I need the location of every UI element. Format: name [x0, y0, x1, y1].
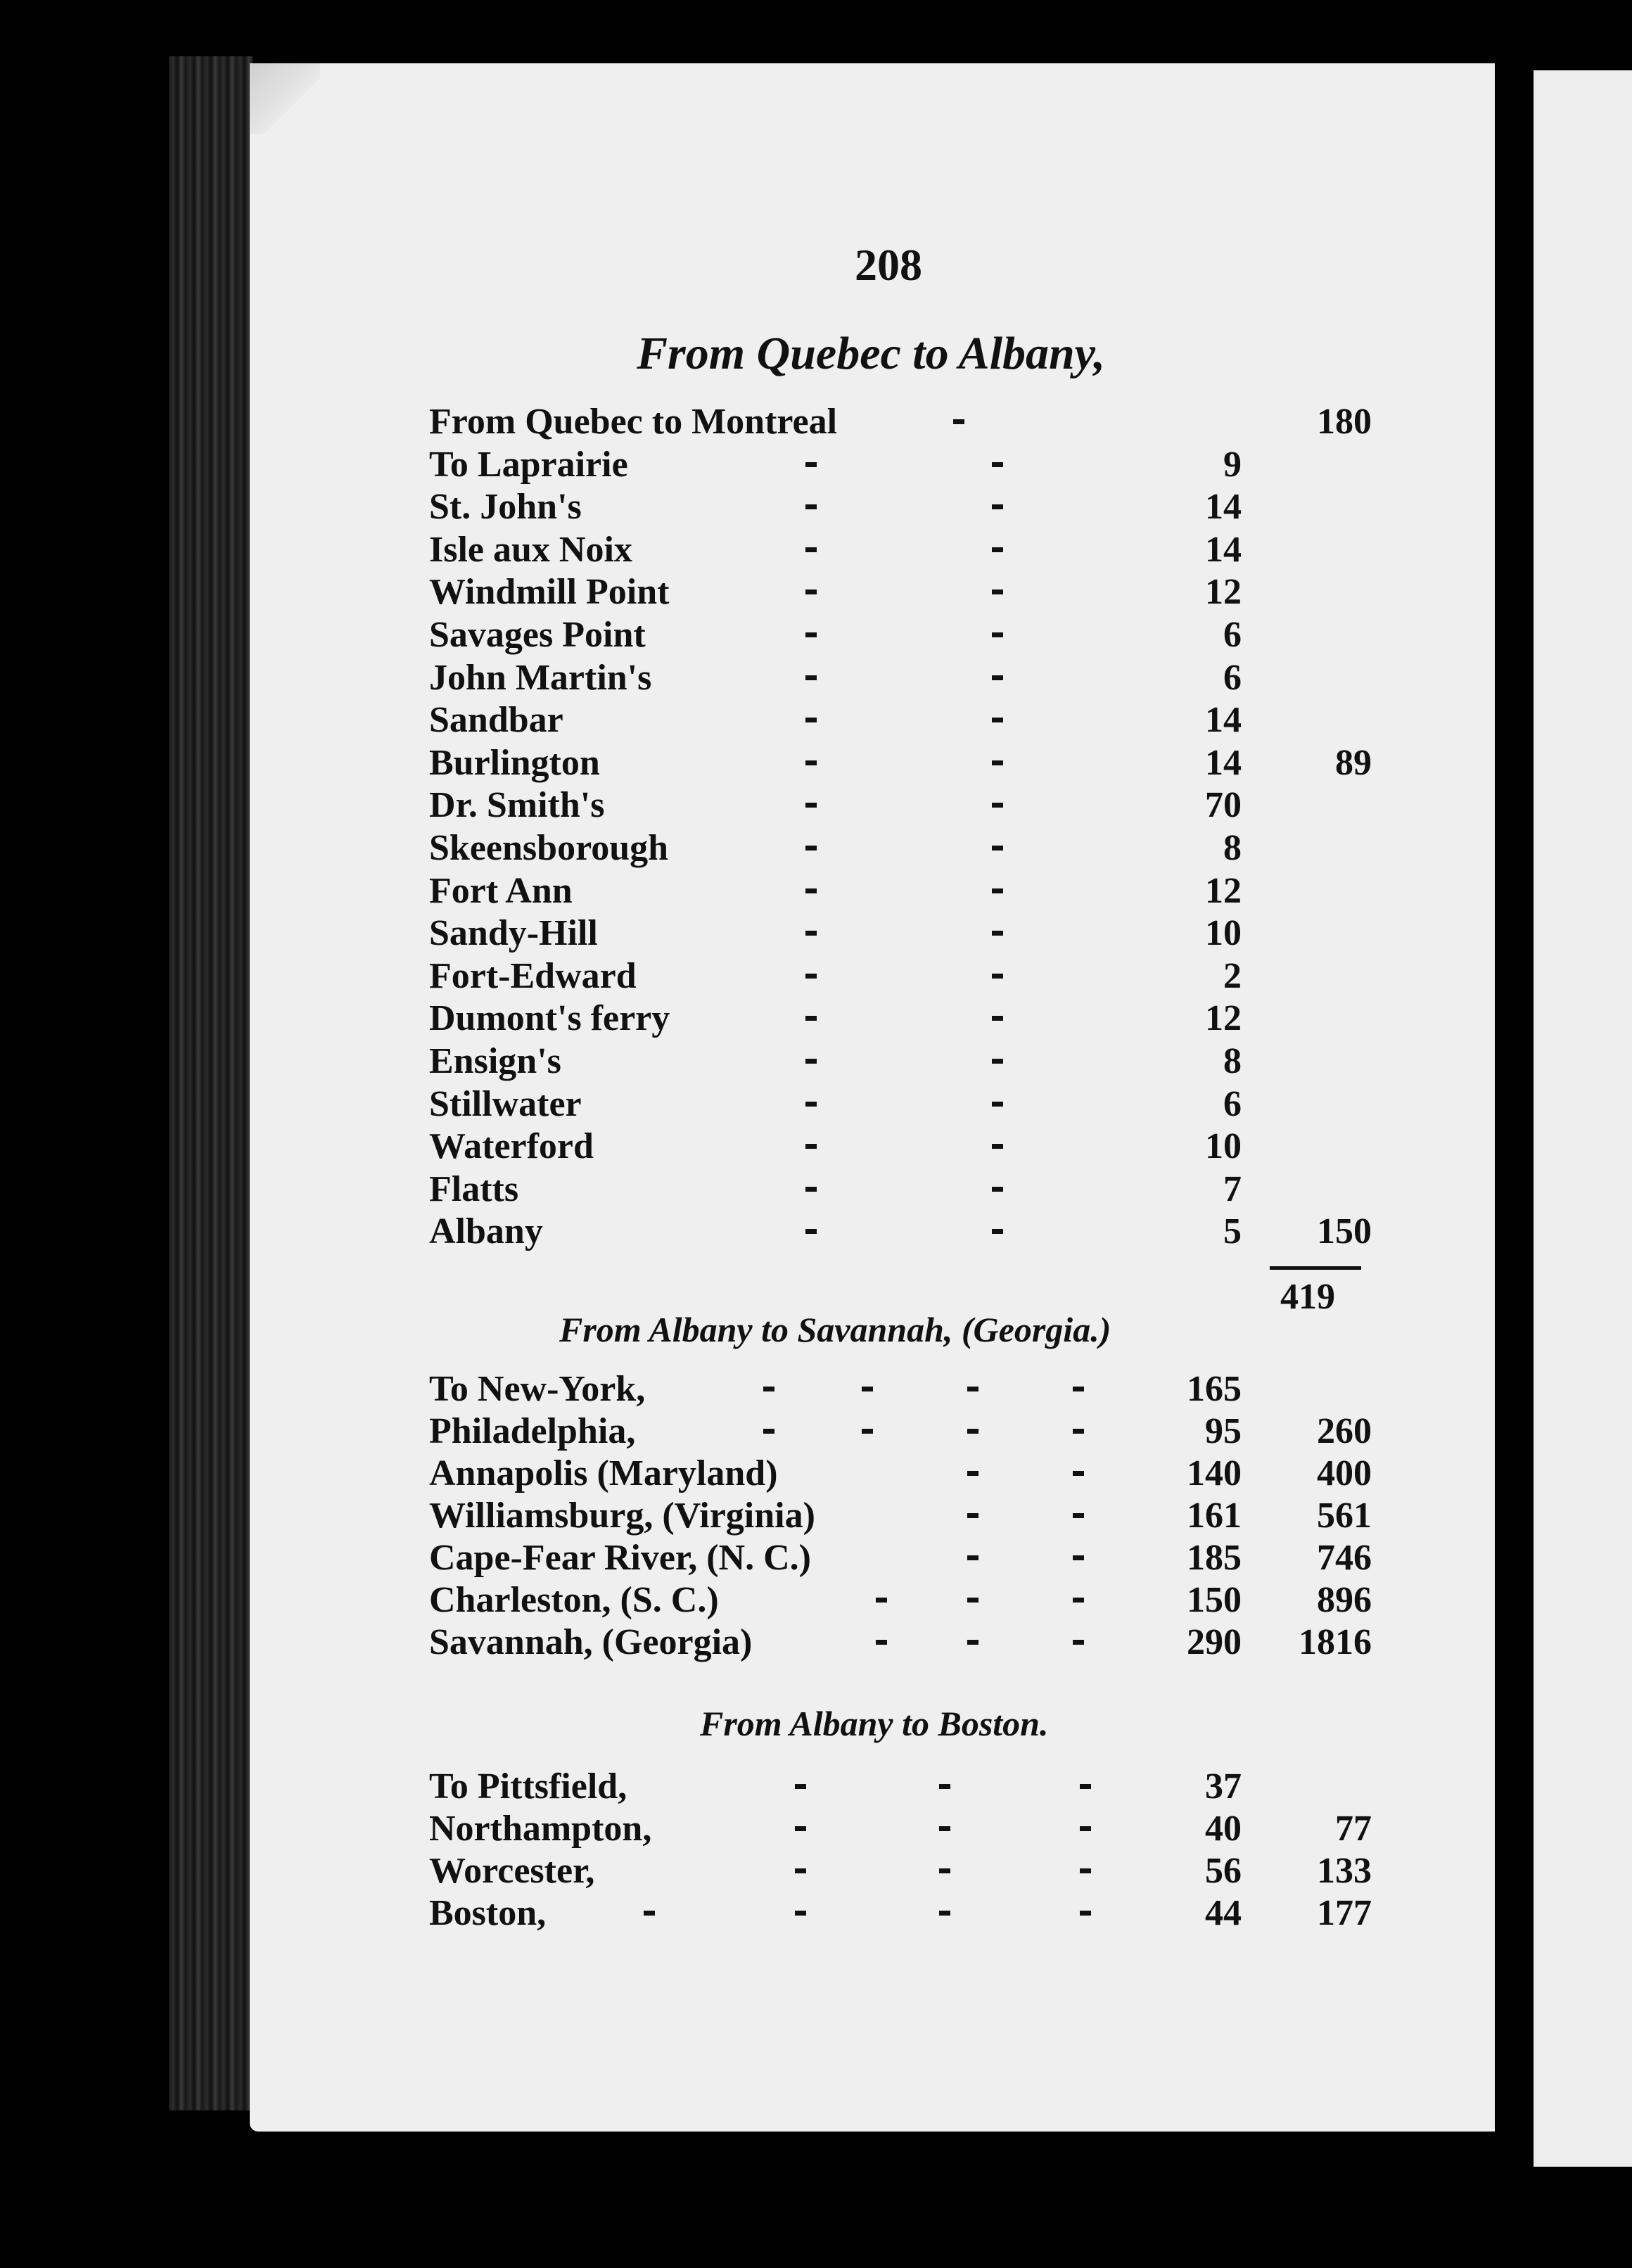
place-name: To Laprairie [429, 444, 628, 485]
section-total: 419 [1280, 1277, 1335, 1317]
distance-value: 8 [1223, 1041, 1242, 1081]
leader-dash [805, 760, 817, 765]
leader-dash [992, 462, 1003, 467]
section-heading-albany-savannah: From Albany to Savannah, (Georgia.) [559, 1310, 1111, 1349]
leader-dash [805, 846, 817, 850]
leader-dash [992, 718, 1003, 722]
leader-dash [992, 675, 1003, 680]
leader-dash [805, 1144, 817, 1149]
table-row [0, 1126, 1632, 1168]
leader-dash [862, 1387, 873, 1391]
table-row [0, 1168, 1632, 1211]
leader-dash [805, 974, 817, 979]
cumulative-value: 177 [1317, 1893, 1372, 1933]
distance-value: 8 [1223, 828, 1242, 868]
distance-value: 290 [1187, 1622, 1242, 1662]
cumulative-value: 400 [1317, 1453, 1372, 1493]
leader-dash [992, 803, 1003, 808]
place-name: Annapolis (Maryland) [429, 1453, 778, 1493]
table-row [0, 1579, 1632, 1622]
table-row [0, 784, 1632, 827]
distance-value: 5 [1223, 1211, 1242, 1252]
leader-dash [644, 1911, 655, 1916]
leader-dash [805, 462, 817, 467]
leader-dash [805, 1102, 817, 1107]
leader-dash [805, 1187, 817, 1192]
leader-dash [862, 1429, 873, 1434]
table-row [0, 571, 1632, 613]
cumulative-value: 561 [1317, 1496, 1372, 1536]
place-name: Fort Ann [429, 870, 573, 911]
leader-dash [992, 632, 1003, 637]
leader-dash [805, 718, 817, 722]
place-name: Skeensborough [429, 828, 669, 868]
distance-value: 56 [1205, 1851, 1242, 1891]
place-name: Ensign's [429, 1041, 561, 1081]
distance-value: 150 [1187, 1580, 1242, 1620]
place-name: Boston, [429, 1893, 547, 1933]
distance-value: 12 [1205, 870, 1242, 911]
distance-value: 40 [1205, 1809, 1242, 1849]
place-name: Worcester, [429, 1851, 595, 1891]
leader-dash [805, 803, 817, 808]
leader-dash [992, 1229, 1003, 1234]
table-row [0, 955, 1632, 998]
table-row [0, 1622, 1632, 1664]
cumulative-value: 77 [1335, 1809, 1372, 1849]
leader-dash [805, 547, 817, 552]
leader-dash [1073, 1513, 1084, 1518]
leader-dash [805, 590, 817, 594]
cumulative-value: 89 [1335, 742, 1372, 783]
place-name: Cape-Fear River, (N. C.) [429, 1538, 811, 1578]
distance-value: 14 [1205, 700, 1242, 741]
leader-dash [1073, 1640, 1084, 1645]
leader-dash [992, 590, 1003, 594]
place-name: To Pittsfield, [429, 1766, 627, 1807]
table-row [0, 1850, 1632, 1892]
table-row [0, 1410, 1632, 1453]
leader-dash [795, 1784, 806, 1789]
leader-dash [992, 760, 1003, 765]
page-corner-fold [250, 63, 320, 134]
leader-dash [1080, 1784, 1091, 1789]
leader-dash [967, 1555, 978, 1560]
distance-value: 185 [1187, 1538, 1242, 1578]
leader-dash [795, 1868, 806, 1873]
place-name: Charleston, (S. C.) [429, 1580, 719, 1620]
table-row [0, 998, 1632, 1040]
leader-dash [992, 888, 1003, 893]
table-row [0, 1766, 1632, 1808]
place-name: Savannah, (Georgia) [429, 1622, 753, 1662]
distance-value: 7 [1223, 1168, 1242, 1209]
place-name: St. John's [429, 487, 582, 528]
place-name: Sandbar [429, 700, 563, 741]
distance-value: 161 [1187, 1496, 1242, 1536]
table-row [0, 1211, 1632, 1253]
leader-dash [967, 1640, 978, 1645]
table-row [0, 1537, 1632, 1579]
distance-value: 10 [1205, 1126, 1242, 1167]
cumulative-value: 150 [1317, 1211, 1372, 1252]
sum-rule [1270, 1266, 1361, 1270]
place-name: Sandy-Hill [429, 913, 598, 954]
distance-value: 14 [1205, 487, 1242, 528]
leader-dash [876, 1640, 887, 1645]
place-name: Isle aux Noix [429, 529, 632, 570]
distance-value: 70 [1205, 785, 1242, 826]
distance-value: 2 [1223, 955, 1242, 996]
table-row [0, 444, 1632, 486]
leader-dash [992, 1187, 1003, 1192]
leader-dash [1080, 1826, 1091, 1831]
place-name: John Martin's [429, 657, 652, 698]
place-name: To New-York, [429, 1369, 646, 1409]
table-row [0, 1368, 1632, 1410]
cumulative-value: 133 [1317, 1851, 1372, 1891]
leader-dash [1073, 1598, 1084, 1603]
cumulative-value: 1816 [1299, 1622, 1372, 1662]
leader-dash [967, 1513, 978, 1518]
section-heading-albany-boston: From Albany to Boston. [700, 1704, 1049, 1743]
table-row [0, 1808, 1632, 1850]
table-row [0, 486, 1632, 528]
leader-dash [992, 846, 1003, 850]
place-name: Albany [429, 1211, 543, 1252]
leader-dash [992, 1016, 1003, 1021]
leader-dash [967, 1598, 978, 1603]
table-row [0, 742, 1632, 784]
distance-value: 6 [1223, 615, 1242, 655]
place-name: Waterford [429, 1126, 594, 1167]
distance-value: 9 [1223, 444, 1242, 485]
distance-value: 14 [1205, 529, 1242, 570]
leader-dash [805, 888, 817, 893]
leader-dash [1073, 1387, 1084, 1391]
leader-dash [805, 504, 817, 509]
distance-value: 10 [1205, 913, 1242, 954]
table-row [0, 1453, 1632, 1495]
leader-dash [763, 1387, 774, 1391]
section-heading-quebec-albany: From Quebec to Albany, [637, 328, 1106, 379]
leader-dash [992, 1144, 1003, 1149]
table-row [0, 401, 1632, 443]
leader-dash [992, 974, 1003, 979]
leader-dash [805, 675, 817, 680]
leader-dash [805, 931, 817, 936]
place-name: Dumont's ferry [429, 998, 670, 1039]
table-row [0, 1040, 1632, 1083]
cumulative-value: 180 [1317, 402, 1372, 442]
table-row [0, 614, 1632, 656]
leader-dash [967, 1471, 978, 1476]
table-row [0, 657, 1632, 699]
leader-dash [939, 1868, 950, 1873]
place-name: Burlington [429, 742, 600, 783]
leader-dash [1080, 1868, 1091, 1873]
place-name: Northampton, [429, 1809, 652, 1849]
distance-value: 95 [1205, 1411, 1242, 1451]
place-name: Stillwater [429, 1083, 582, 1124]
leader-dash [805, 632, 817, 637]
leader-dash [1073, 1471, 1084, 1476]
leader-dash [939, 1784, 950, 1789]
leader-dash [967, 1387, 978, 1391]
leader-dash [939, 1911, 950, 1916]
leader-dash [992, 1059, 1003, 1064]
leader-dash [795, 1911, 806, 1916]
table-row [0, 912, 1632, 955]
leader-dash [805, 1059, 817, 1064]
distance-value: 44 [1205, 1893, 1242, 1933]
table-row [0, 699, 1632, 741]
leader-dash [1073, 1429, 1084, 1434]
place-name: From Quebec to Montreal [429, 402, 838, 442]
table-row [0, 1495, 1632, 1537]
leader-dash [992, 1102, 1003, 1107]
place-name: Flatts [429, 1168, 519, 1209]
leader-dash [992, 547, 1003, 552]
place-name: Williamsburg, (Virginia) [429, 1496, 815, 1536]
leader-dash [1073, 1555, 1084, 1560]
distance-value: 12 [1205, 998, 1242, 1039]
cumulative-value: 746 [1317, 1538, 1372, 1578]
distance-value: 37 [1205, 1766, 1242, 1807]
place-name: Savages Point [429, 615, 646, 655]
leader-dash [763, 1429, 774, 1434]
table-row [0, 1892, 1632, 1935]
table-row [0, 529, 1632, 571]
distance-value: 6 [1223, 657, 1242, 698]
table-row [0, 827, 1632, 869]
distance-value: 165 [1187, 1369, 1242, 1409]
leader-dash [939, 1826, 950, 1831]
leader-dash [805, 1016, 817, 1021]
leader-dash [967, 1429, 978, 1434]
leader-dash [992, 504, 1003, 509]
cumulative-value: 896 [1317, 1580, 1372, 1620]
distance-value: 6 [1223, 1083, 1242, 1124]
leader-dash [953, 419, 964, 424]
page-number: 208 [855, 240, 922, 290]
table-row [0, 1083, 1632, 1126]
leader-dash [805, 1229, 817, 1234]
place-name: Dr. Smith's [429, 785, 605, 826]
leader-dash [795, 1826, 806, 1831]
table-row [0, 870, 1632, 912]
distance-value: 12 [1205, 572, 1242, 613]
place-name: Fort-Edward [429, 955, 637, 996]
place-name: Philadelphia, [429, 1411, 636, 1451]
place-name: Windmill Point [429, 572, 670, 613]
distance-value: 14 [1205, 742, 1242, 783]
leader-dash [992, 931, 1003, 936]
leader-dash [1080, 1911, 1091, 1916]
leader-dash [876, 1598, 887, 1603]
distance-value: 140 [1187, 1453, 1242, 1493]
cumulative-value: 260 [1317, 1411, 1372, 1451]
